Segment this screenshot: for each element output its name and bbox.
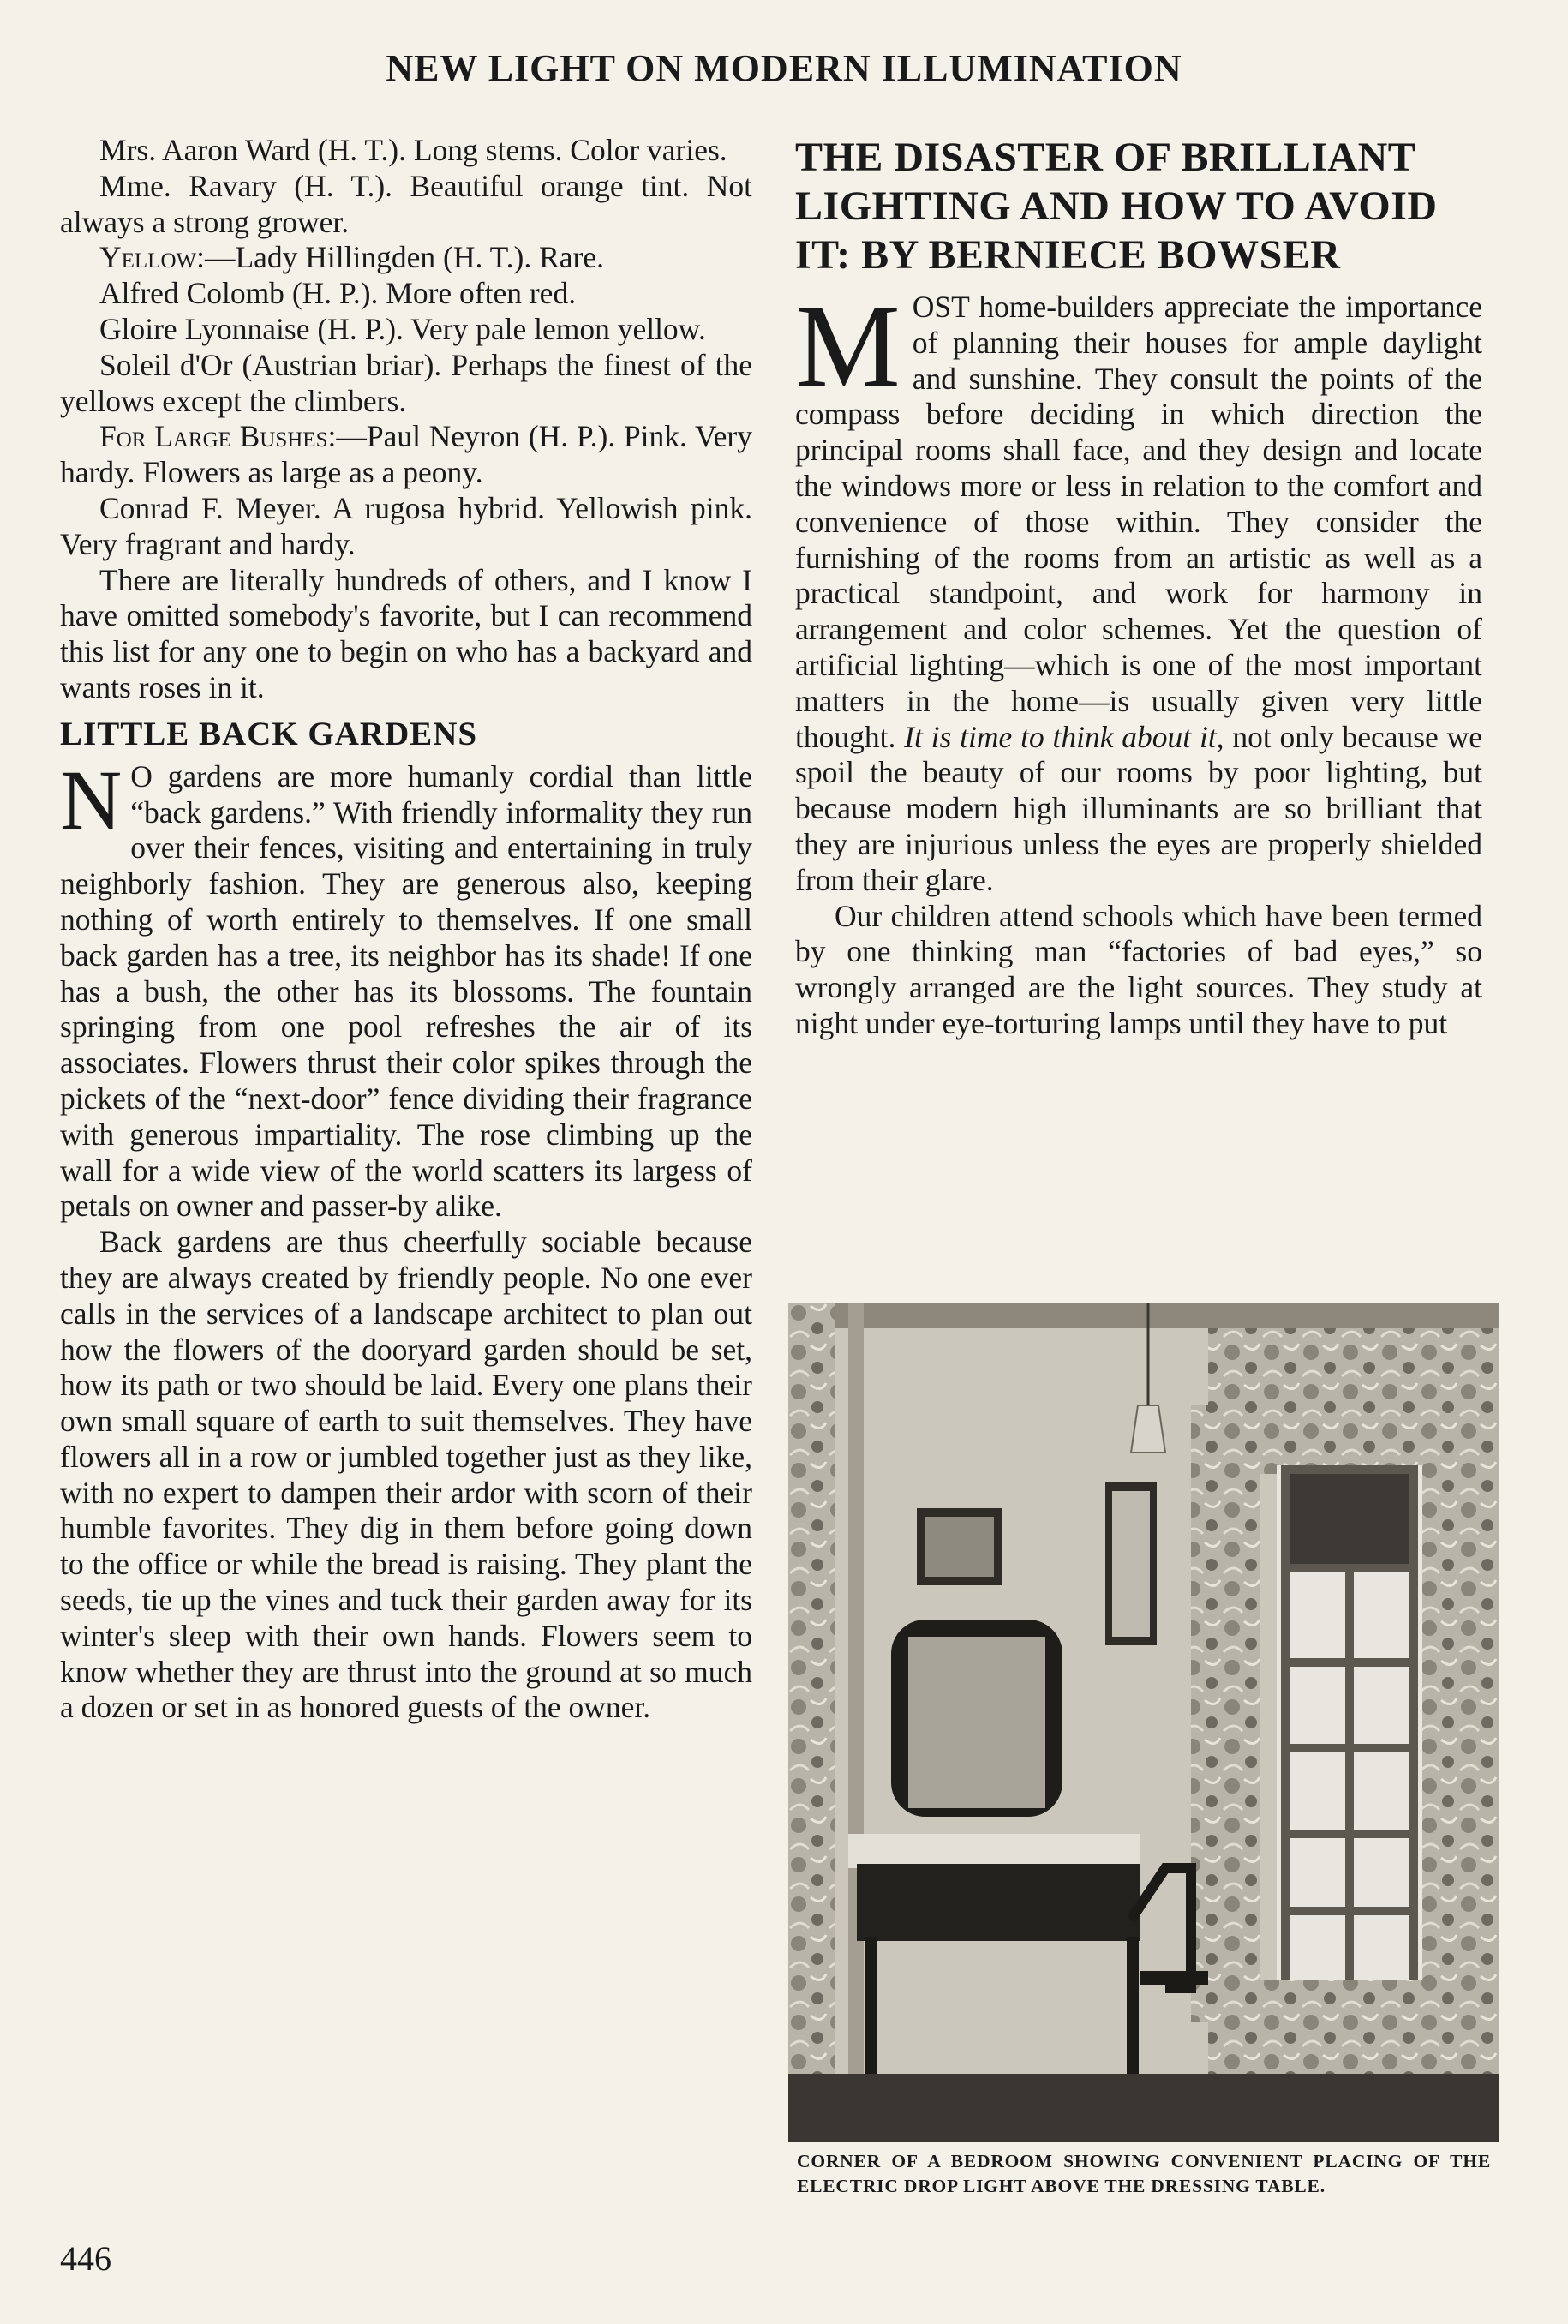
section-drop-cap: N <box>60 752 123 848</box>
rose-list-entry <box>60 276 752 312</box>
article-title: THE DISASTER OF BRILLIANT LIGHTING AND HOW TO AVOID IT: BY BERNIECE BOWSER <box>795 135 1438 278</box>
running-head: NEW LIGHT ON MODERN ILLUMINATION <box>386 47 1182 89</box>
section-paragraph-1-text: O gardens are more humanly cordial than little “back gardens.” With friendly informality they run over their fences, visiting and entertaining in truly neighborly fashion. They are generous also, keeping nothing of worth entirely to themselves. If one small back garden has a tree, its neighbor has its shade! If one has a bush, the other has its blossoms. The fountain springing from one pool refreshes the air of its associates. Flowers thrust their color spikes through the pickets of the “next-door” fence dividing their fragrance with generous impartiality. The rose climbing up the wall for a wide view of the world scatters its largess of petals on owner and passer-by alike. <box>60 758 752 1224</box>
rose-list <box>60 133 752 706</box>
rose-description: :—Lady Hillingden (H. T.). Rare. <box>196 240 604 275</box>
rose-list-entry <box>60 169 752 241</box>
rose-description: :—Paul Neyron (H. P.). Pink. Very hardy. Flowers as large as a peony. <box>60 419 753 490</box>
rose-description: A rugosa hybrid. Yellowish pink. Very fragrant and hardy. <box>60 490 752 561</box>
rose-name: Mrs. Aaron Ward <box>99 133 310 167</box>
rose-list-entry <box>60 348 752 420</box>
rose-list-entry <box>60 491 752 563</box>
rose-list-entry <box>60 133 752 169</box>
rose-description: (H. P.). Very pale lemon yellow. <box>309 311 706 346</box>
rose-description: (H. P.). More often red. <box>284 276 577 311</box>
left-column <box>60 133 752 1726</box>
bedroom-photo <box>788 1303 1499 2142</box>
rose-description: (H. T.). Beautiful orange tint. Not always a strong grower. <box>60 168 752 239</box>
rose-description: There are literally hundreds of others, and I know I have omitted somebody's favorite, but I can recommend this list for any one to begin on who has a backyard and wants roses in it. <box>60 562 752 704</box>
bedroom-photo-illustration <box>788 1303 1499 2142</box>
rose-name: Conrad F. Meyer. <box>99 490 321 525</box>
rose-category-heading: Yellow <box>99 240 197 275</box>
article-paragraph-1-text: OST home-builders appreciate the importance of planning their houses for ample daylight and sunshine. They consult the points of the compass before deciding in which direction the principal rooms shall face, and they design and locate the windows more or less in relation to the comfort and convenience of those within. They consider the furnishing of the rooms from an artistic as well as a practical standpoint, and work for harmony in arrangement and color schemes. Yet the question of artificial lighting—which is one of the most important matters in the home—is usually given very little thought. <box>795 290 1482 754</box>
rose-name: Soleil d'Or <box>99 347 233 382</box>
page-number: 446 <box>60 2239 111 2278</box>
article-drop-cap: M <box>795 280 901 411</box>
rose-description: (Austrian briar). Perhaps the finest of the yellows except the climbers. <box>60 347 752 418</box>
right-column <box>795 133 1482 1042</box>
rose-name: Alfred Colomb <box>99 276 284 311</box>
article-paragraph-1-end: not only because we spoil the beauty of our rooms by poor lighting, but because modern high illuminants are so brilliant that they are injurious unless the eyes are properly shielded from their glare. <box>795 719 1483 897</box>
section-paragraph-2: Back gardens are thus cheerfully sociable because they are always created by friendly people. No one ever calls in the services of a landscape architect to plan out how the flowers of the dooryard garden should be set, how its path or two should be laid. Every one plans their own small square of earth to suit themselves. They have flowers all in a row or jumbled together just as they like, with no expert to dampen their ardor with scorn of their humble favorites. They dig in them before going down to the office or while the bread is raising. They plant the seeds, tie up the vines and tuck their garden away for its winter's sleep with their own hands. Flowers seem to know whether they are thrust into the ground at so much a dozen or set in as honored guests of the owner. <box>60 1225 752 1725</box>
photo-caption: CORNER OF A BEDROOM SHOWING CONVENIENT PLACING OF THE ELECTRIC DROP LIGHT ABOVE THE DRESSING TABLE. <box>797 2151 1491 2196</box>
section-paragraph-1 <box>60 752 752 1225</box>
rose-list-entry <box>60 240 752 276</box>
section-title: LITTLE BACK GARDENS <box>60 715 478 752</box>
rose-name: Gloire Lyonnaise <box>99 311 310 346</box>
rose-description: (H. T.). Long stems. Color varies. <box>309 133 727 167</box>
rose-list-entry <box>60 419 752 491</box>
rose-list-entry <box>60 563 752 706</box>
rose-name: Mme. Ravary <box>99 168 277 203</box>
article-paragraph-2: Our children attend schools which have been termed by one thinking man “factories of bad eyes,” so wrongly arranged are the light sources. They study at night under eye-torturing lamps until they have to put <box>795 898 1482 1040</box>
article-italic-phrase: It is time to think about it, <box>904 719 1224 754</box>
article-paragraph-1 <box>795 280 1483 899</box>
rose-list-entry <box>60 312 752 348</box>
rose-category-heading: For Large Bushes <box>99 419 328 454</box>
